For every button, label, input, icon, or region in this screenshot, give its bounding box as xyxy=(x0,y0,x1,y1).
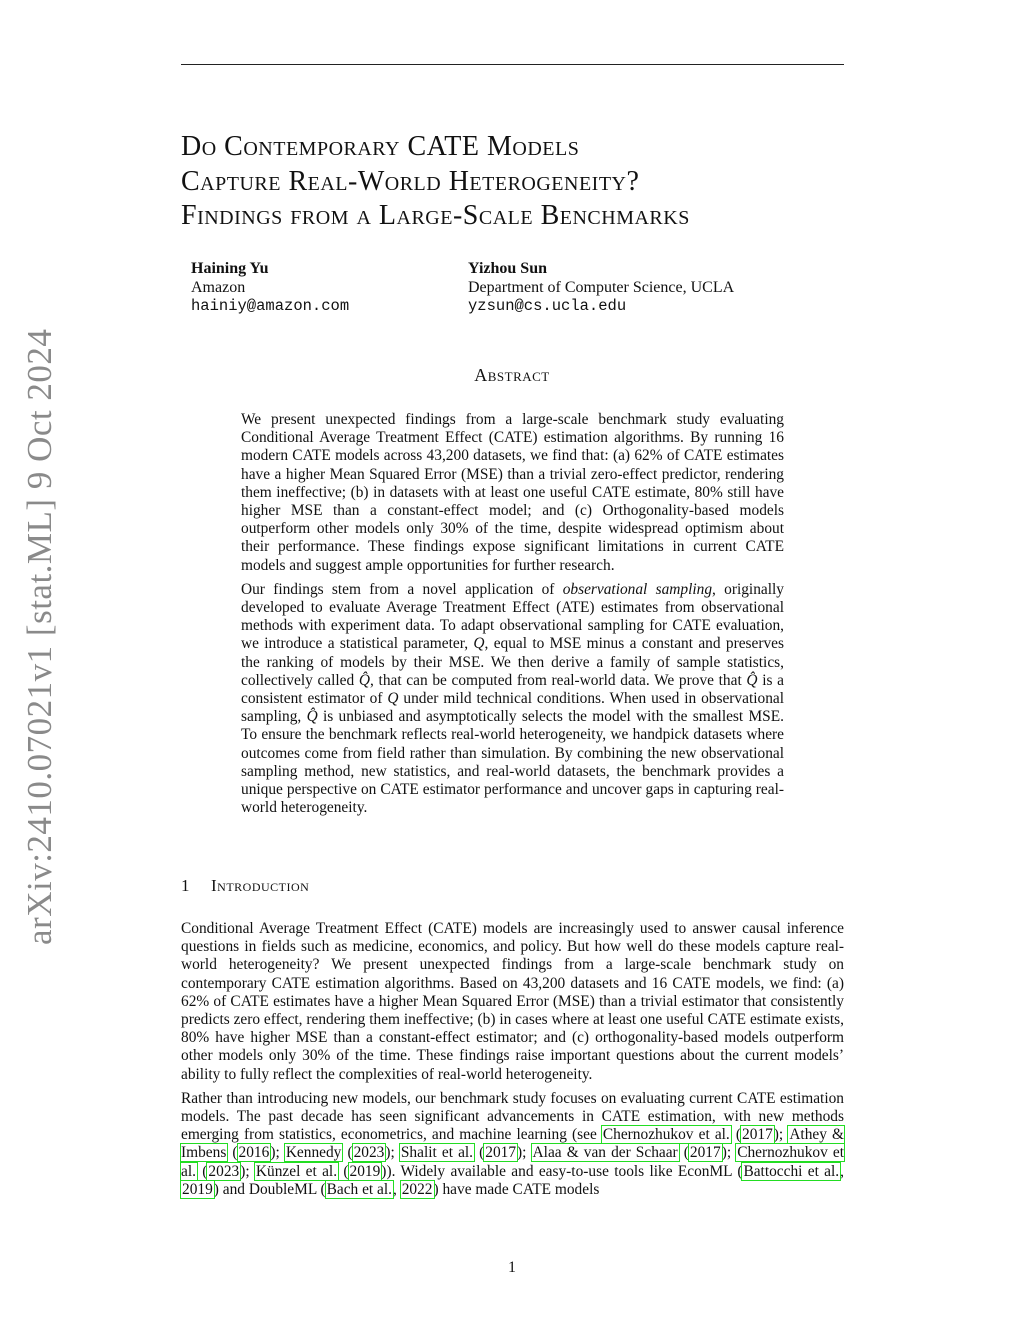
author-name: Haining Yu xyxy=(191,260,269,277)
title-line: Capture Real-World Heterogeneity? xyxy=(181,165,640,197)
arxiv-side-stamp: arXiv:2410.07021v1 [stat.ML] 9 Oct 2024 xyxy=(20,328,59,945)
introduction-body xyxy=(181,920,844,1205)
citation-link[interactable]: Battocchi et al. xyxy=(743,1162,840,1180)
citation-link[interactable]: Chernozhukov et al. xyxy=(181,1144,845,1180)
citation-year-link[interactable]: 2023 xyxy=(353,1144,385,1162)
abstract-heading: Abstract xyxy=(474,365,550,385)
title-line: Findings from a Large-Scale Benchmarks xyxy=(181,200,690,231)
citation-link[interactable]: Künzel et al. xyxy=(255,1162,338,1180)
citation-year-link[interactable]: 2019 xyxy=(349,1162,381,1180)
citation-link[interactable]: Bach et al. xyxy=(326,1180,393,1198)
author-affiliation: Department of Computer Science, UCLA xyxy=(468,279,735,296)
citation-link[interactable]: Shalit et al. xyxy=(400,1144,474,1162)
citation-year-link[interactable]: 2017 xyxy=(742,1126,773,1144)
citation-link[interactable]: Chernozhukov et al. xyxy=(602,1126,730,1144)
section-heading-introduction: 1 Introduction xyxy=(181,876,310,895)
intro-paragraph: Rather than introducing new models, our benchmark study focuses on evaluating current CATE estimation models. The past decade has seen significant advancements in CATE estimation, with new methods emerging from statistics, econometrics, and machine learning (see Chernozhukov et al. (2017); Athey & Imbens (2016); Kennedy (2023); Shalit et al. (2017); Alaa & van der Schaar (2017); Chernozhukov et al. (2023); Künzel et al. (2019)). Widely available and easy-to-use tools like EconML (Battocchi et al., 2019) and DoubleML (Bach et al., 2022) have made CATE models xyxy=(181,1089,845,1198)
author-email[interactable]: hainiy@amazon.com xyxy=(191,297,350,315)
abstract xyxy=(241,411,784,823)
author-block xyxy=(191,259,349,316)
title-line: Do Contemporary CATE Models xyxy=(181,131,580,162)
citation-link[interactable]: Athey & Imbens xyxy=(181,1126,844,1162)
author-affiliation: Amazon xyxy=(191,279,246,296)
citation-year-link[interactable]: 2017 xyxy=(689,1144,721,1162)
citation-year-link[interactable]: 2017 xyxy=(485,1144,517,1162)
paper-title xyxy=(181,130,881,234)
abstract-paragraph: We present unexpected findings from a large-scale benchmark study evaluating Conditional Average Treatment Effect (CATE) estimation algorithms. By running 16 modern CATE models across 43,200 datasets, we find that: (a) 62% of CATE estimates have a higher Mean Squared Error (MSE) than a trivial zero-effect predictor, rendering them ineffective; (b) in datasets with at least one useful CATE estimate, 80% still have higher MSE than a constant-effect model; and (c) Orthogonality-based models outperform other models only 30% of the time, despite widespread optimism about their performance. These findings expose significant limitations in current CATE models and suggest ample opportunities for further research. xyxy=(241,411,784,574)
author-email[interactable]: yzsun@cs.ucla.edu xyxy=(468,297,627,315)
citation-year-link[interactable]: 2022 xyxy=(401,1180,433,1198)
citation-link[interactable]: Alaa & van der Schaar xyxy=(532,1144,678,1162)
top-rule xyxy=(181,64,844,65)
citation-year-link[interactable]: 2023 xyxy=(208,1162,240,1180)
abstract-paragraph: Our findings stem from a novel application of observational sampling, originally developed to evaluate Average Treatment Effect (ATE) estimates from observational methods with experiment data. To adapt observational sampling for CATE evaluation, we introduce a statistical parameter, Q, equal to MSE minus a constant and preserves the ranking of models by their MSE. We then derive a family of sample statistics, collectively called Q̂, that can be computed from real-world data. We prove that Q̂ is a consistent estimator of Q under mild technical conditions. When used in observational sampling, Q̂ is unbiased and asymptotically selects the model with the smallest MSE. To ensure the benchmark reflects real-world heterogeneity, we handpick datasets where outcomes come from field rather than simulation. By combining the new observational sampling method, new statistics, and real-world datasets, the benchmark provides a unique perspective on CATE estimator performance and uncover gaps in capturing real-world heterogeneity. xyxy=(241,580,785,817)
citation-year-link[interactable]: 2016 xyxy=(238,1144,270,1162)
author-name: Yizhou Sun xyxy=(468,260,547,277)
author-block xyxy=(468,259,734,316)
citation-year-link[interactable]: 2019 xyxy=(182,1180,213,1198)
citation-link[interactable]: Kennedy xyxy=(285,1144,342,1162)
page-number: 1 xyxy=(508,1259,516,1276)
intro-paragraph: Conditional Average Treatment Effect (CATE) models are increasingly used to answer causal inference questions in fields such as medicine, economics, and policy. But how well do these models capture real-world heterogeneity? We present unexpected findings from a large-scale benchmark study on contemporary CATE estimation algorithms. Based on 43,200 datasets and 16 CATE models, we find: (a) 62% of CATE estimates have a higher Mean Squared Error (MSE) than a trivial estimator that consistently predicts zero effect, rendering them ineffective; (b) in cases where at least one useful CATE estimate exists, 80% have higher MSE than a constant-effect estimator; and (c) orthogonality-based models outperform other models only 30% of the time. These findings raise important questions about the current models’ ability to fully reflect the complexities of real-world heterogeneity. xyxy=(181,920,844,1083)
